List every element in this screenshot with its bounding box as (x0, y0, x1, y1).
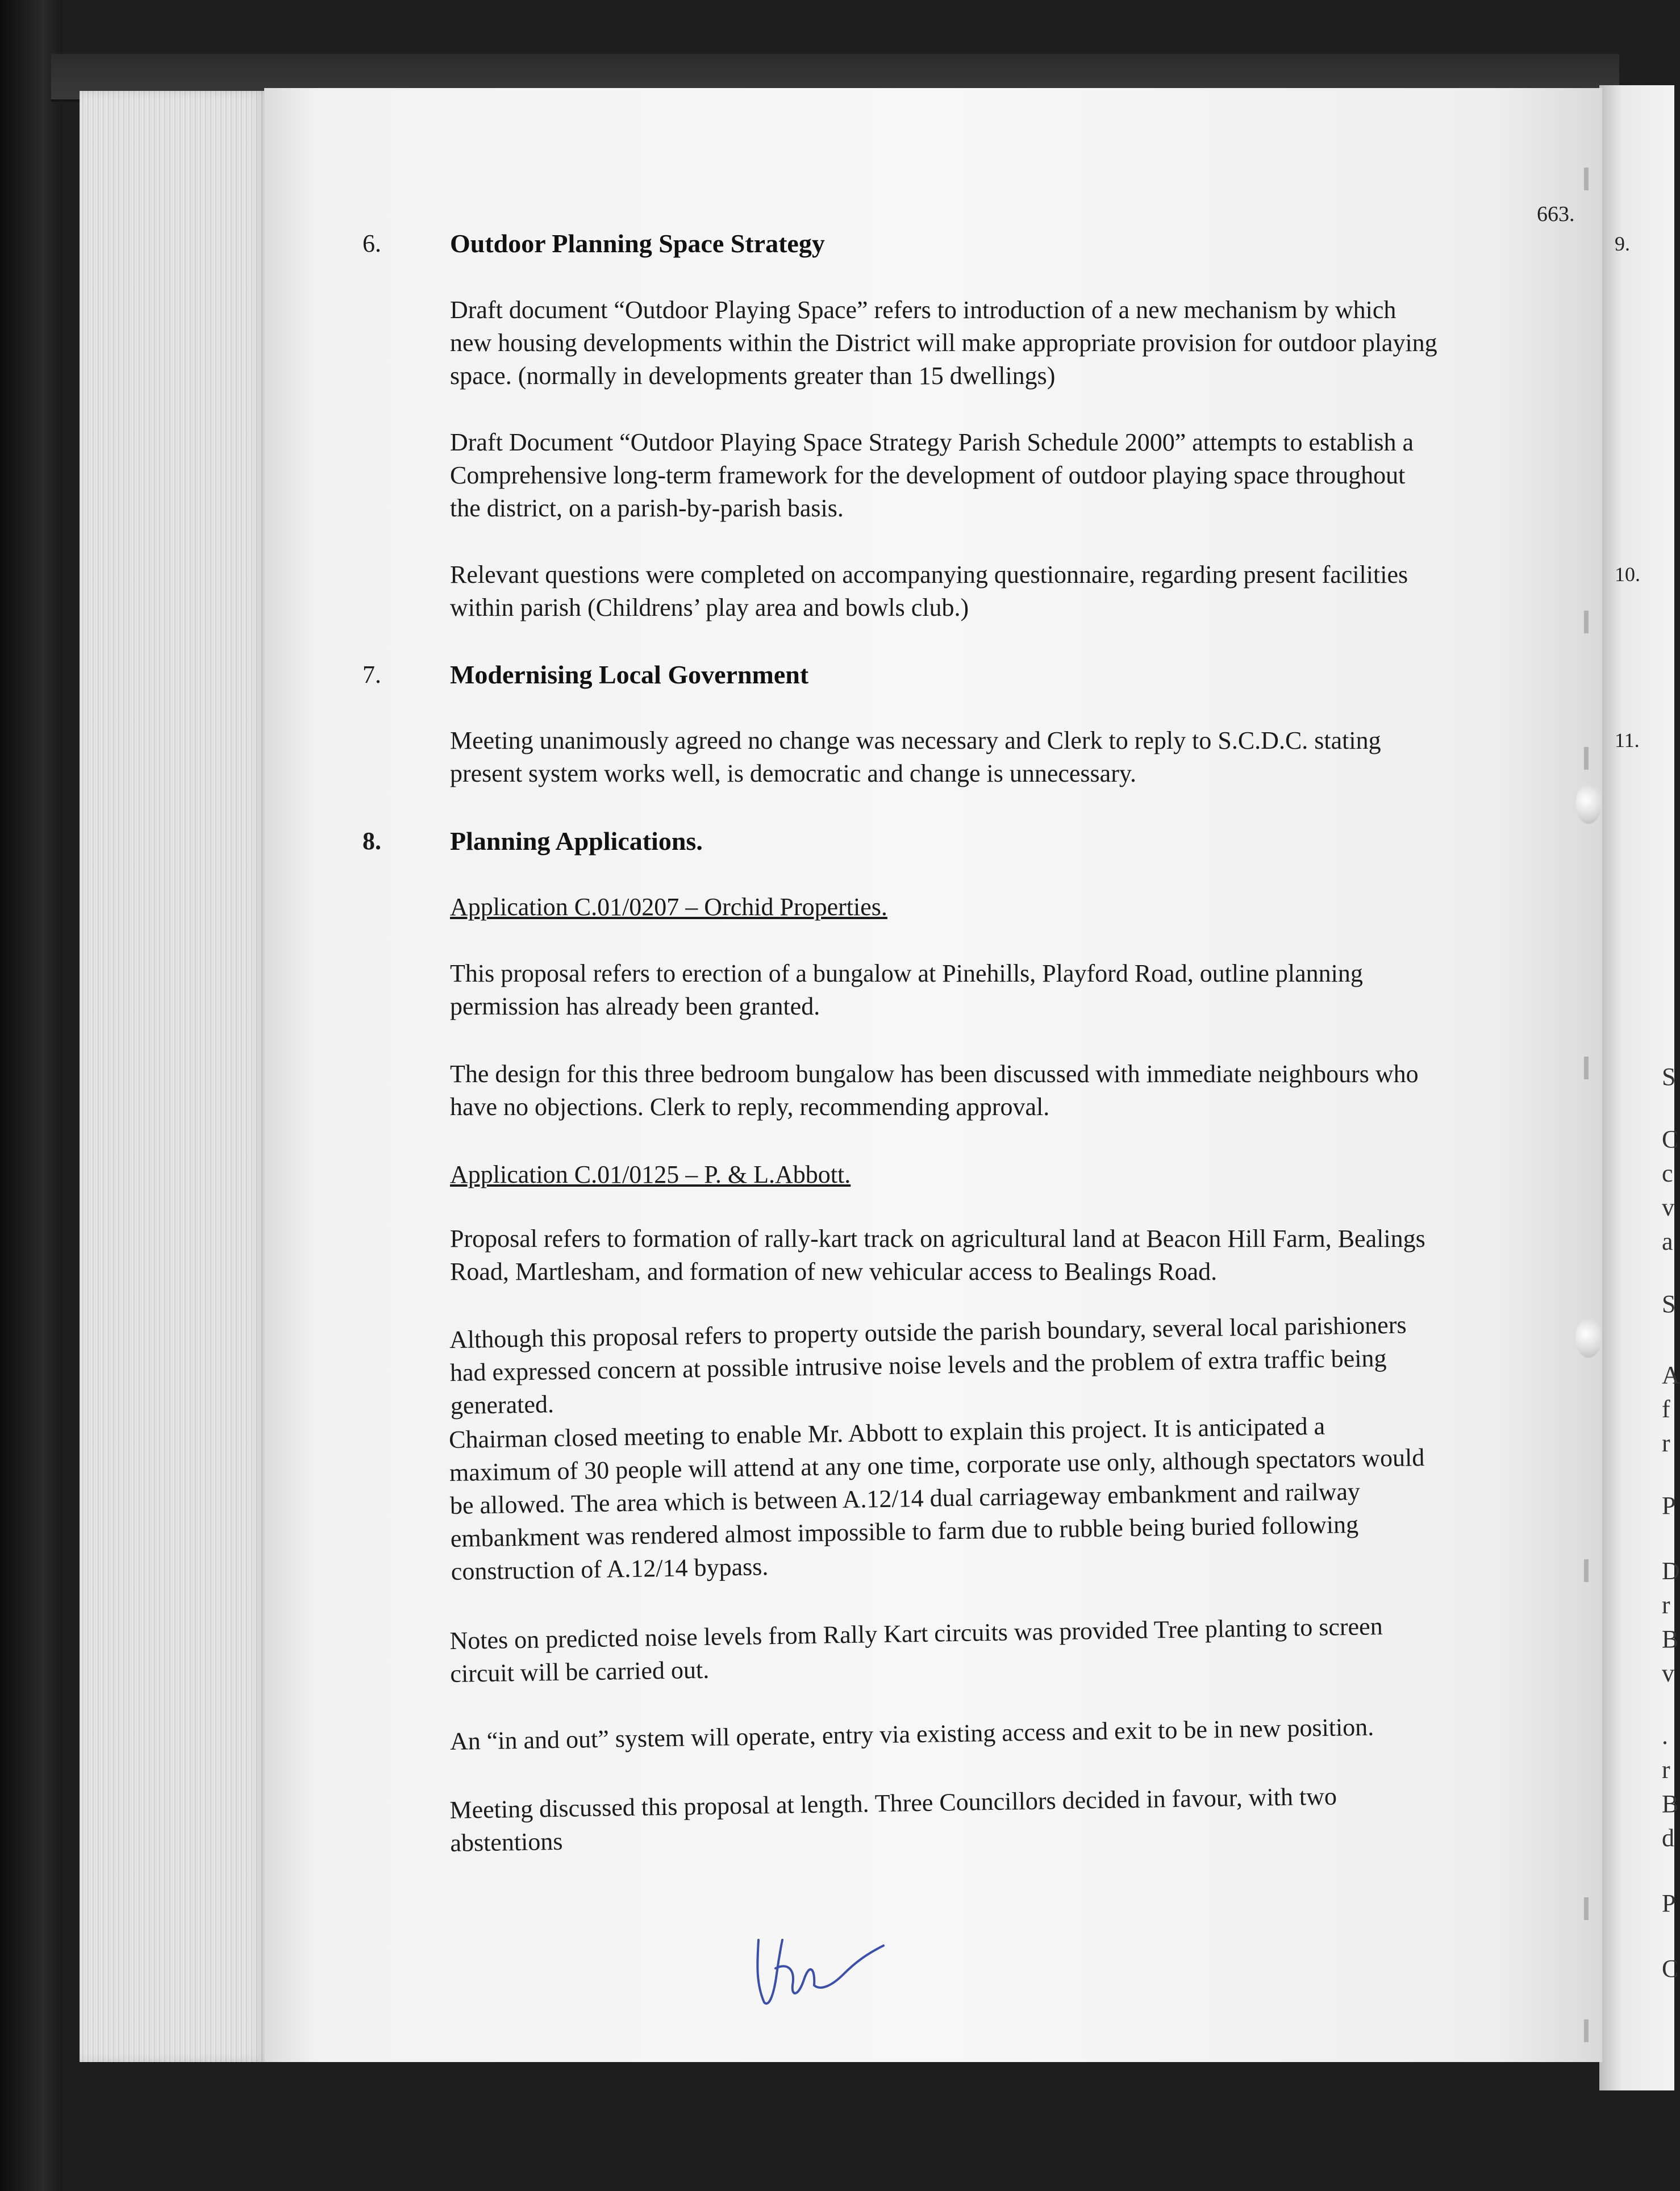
adjacent-text-fragment: r (1662, 1756, 1670, 1784)
adjacent-text-fragment: D (1662, 1557, 1680, 1585)
application-2-paragraph-3 (449, 1406, 1576, 1588)
text-line: embankment was rendered almost impossible to farm due to rubble being buried following (450, 1510, 1359, 1553)
text-line: maximum of 30 people will attend at any one time, corporate use only, although spectators would (449, 1443, 1425, 1487)
adjacent-text-fragment: A (1662, 1361, 1680, 1389)
adjacent-text-fragment: B (1662, 1625, 1679, 1653)
text-line: Comprehensive long-term framework for the development of outdoor playing space throughout (450, 461, 1406, 489)
text-line: had expressed concern at possible intrusive noise levels and the problem of extra traffic being (449, 1344, 1387, 1387)
section-6-heading: Outdoor Planning Space Strategy (450, 229, 825, 258)
binder-ring (1575, 1318, 1602, 1358)
adjacent-text-fragment: v (1662, 1659, 1674, 1687)
application-1-paragraph-1 (450, 957, 1575, 1023)
text-line: An “in and out” system will operate, entry via existing access and exit to be in new position. (449, 1713, 1374, 1755)
adjacent-text-fragment: S (1662, 1063, 1676, 1091)
section-8-heading: Planning Applications. (450, 827, 703, 855)
text-line: within parish (Childrens’ play area and bowls club.) (450, 594, 969, 621)
section-7-paragraph-1 (450, 724, 1575, 790)
text-line: Chairman closed meeting to enable Mr. Abbott to explain this project. It is anticipated a (448, 1412, 1325, 1454)
application-2-paragraph-1 (450, 1222, 1575, 1288)
adjacent-text-fragment: f (1662, 1395, 1670, 1423)
adjacent-text-fragment: r (1662, 1591, 1670, 1619)
section-6-paragraph-1 (450, 294, 1575, 393)
section-6-number: 6. (362, 229, 381, 257)
binder-tick (1584, 2019, 1589, 2042)
text-line: present system works well, is democratic and change is unnecessary. (450, 759, 1137, 787)
adjacent-text-fragment: c (1662, 1159, 1673, 1187)
text-line: be allowed. The area which is between A.12/14 dual carriageway embankment and railway (449, 1477, 1361, 1520)
text-line: circuit will be carried out. (450, 1655, 710, 1688)
text-line: Proposal refers to formation of rally-kart track on agricultural land at Beacon Hill Farm, Bealings (450, 1225, 1425, 1253)
text-line: generated. (450, 1390, 555, 1420)
section-7-number: 7. (362, 661, 381, 688)
adjacent-item-number: 9. (1615, 232, 1630, 255)
text-line: Meeting discussed this proposal at length. Three Councillors decided in favour, with two (449, 1782, 1337, 1825)
section-6-paragraph-2 (450, 426, 1575, 525)
application-2-paragraph-2 (449, 1306, 1575, 1422)
text-line: space. (normally in developments greater than 15 dwellings) (450, 362, 1056, 390)
adjacent-text-fragment: . (1662, 1722, 1668, 1750)
text-line: permission has already been granted. (450, 992, 820, 1020)
section-7-heading: Modernising Local Government (450, 660, 809, 689)
section-8-number: 8. (362, 827, 381, 855)
text-line: Draft document “Outdoor Playing Space” refers to introduction of a new mechanism by which (450, 296, 1396, 324)
text-line: Although this proposal refers to property outside the parish boundary, several local parishioners (449, 1311, 1407, 1354)
binder-tick (1584, 1897, 1589, 1920)
text-line: The design for this three bedroom bungalow has been discussed with immediate neighbours who (450, 1060, 1419, 1088)
binder-tick (1584, 747, 1589, 770)
adjacent-text-fragment: P (1662, 1492, 1676, 1520)
text-line: This proposal refers to erection of a bungalow at Pinehills, Playford Road, outline planning (450, 959, 1363, 987)
application-2-title (450, 1158, 1575, 1191)
page-stack-edges (80, 91, 267, 2062)
text-line: Relevant questions were completed on accompanying questionnaire, regarding present facilities (450, 561, 1408, 589)
text-line: Notes on predicted noise levels from Rally Kart circuits was provided Tree planting to screen (449, 1612, 1383, 1655)
adjacent-item-number: 10. (1615, 563, 1640, 586)
page-number: 663. (1537, 202, 1575, 226)
handwritten-initials (747, 1929, 895, 2014)
text-line: abstentions (450, 1827, 563, 1857)
adjacent-text-fragment: d (1662, 1824, 1674, 1852)
application-1-paragraph-2 (450, 1058, 1575, 1124)
adjacent-item-number: 11. (1615, 729, 1640, 752)
text-line: construction of A.12/14 bypass. (451, 1553, 769, 1585)
application-1-title (450, 891, 1575, 924)
adjacent-text-fragment: v (1662, 1193, 1674, 1221)
adjacent-text-fragment: r (1662, 1429, 1670, 1457)
text-line: Application C.01/0207 – Orchid Properties. (450, 893, 887, 921)
adjacent-text-fragment: C (1662, 1955, 1679, 1983)
binder-tick (1584, 1057, 1589, 1079)
binder-ring (1575, 784, 1602, 824)
text-line: Road, Martlesham, and formation of new vehicular access to Bealings Road. (450, 1258, 1218, 1286)
binder-left-edge (0, 0, 62, 2191)
text-line: have no objections. Clerk to reply, recommending approval. (450, 1093, 1050, 1121)
text-line: new housing developments within the District will make appropriate provision for outdoor playing (450, 329, 1437, 357)
text-line: the district, on a parish-by-parish basis. (450, 494, 844, 522)
binder-tick (1584, 1559, 1589, 1582)
text-line: Application C.01/0125 – P. & L.Abbott. (450, 1161, 851, 1188)
adjacent-text-fragment: C (1662, 1125, 1679, 1153)
section-6-paragraph-3 (450, 558, 1575, 624)
adjacent-text-fragment: S (1662, 1290, 1676, 1318)
adjacent-text-fragment: B (1662, 1790, 1679, 1818)
binder-tick (1584, 611, 1589, 633)
adjacent-text-fragment: a (1662, 1228, 1673, 1255)
text-line: Meeting unanimously agreed no change was necessary and Clerk to reply to S.C.D.C. stating (450, 727, 1381, 754)
text-line: Draft Document “Outdoor Playing Space Strategy Parish Schedule 2000” attempts to establish a (450, 428, 1414, 456)
binder-tick (1584, 168, 1589, 190)
adjacent-text-fragment: P (1662, 1889, 1676, 1917)
